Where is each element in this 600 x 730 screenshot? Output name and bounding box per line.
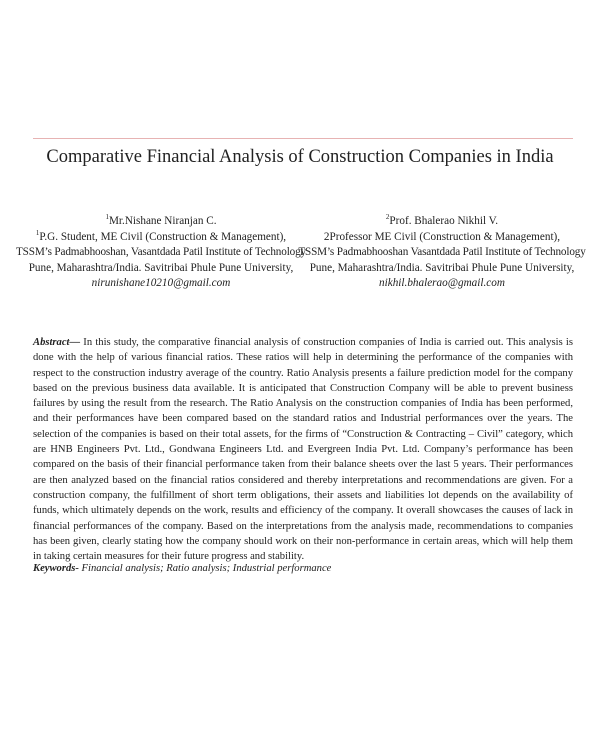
author-block-1: [16, 214, 306, 292]
author-1-email: nirunishane10210@gmail.com: [91, 277, 231, 289]
author-1-line1: [16, 230, 306, 246]
keywords-text: Financial analysis; Ratio analysis; Industrial performance: [78, 563, 332, 574]
abstract-text: In this study, the comparative financial analysis of construction companies of India is carried out. This analysis is done with the help of various financial ratios. These ratios will help in determining the performance of the companies with respect to the construction industry average of the country. Ratio Analysis presents a failure prediction model for the company based on the previous business data available. It is anticipated that Construction Company will be able to prevent business failures by using the result from the research. The Ratio Analysis on the construction companies of India has been performed, and their performances have been compared based on the standard ratios and Industrial performances over the years. The selection of the companies is based on their total assets, for the firms of “Construction & Contracting – Civil” category, which are HNB Engineers Pvt. Ltd., Gondwana Engineers Ltd. and Evergreen India Pvt. Ltd. Company’s performance has been compared on the basis of their financial performance taken from their balance sheets over the last 5 years. Their performances are then analyzed based on the financial ratios considered and thereby interpretations and recommendations are given. For a construction company, the fulfillment of short term obligations, their assets and liabilities lot depends on the availability of funds, which ultimately depends on the work, results and efficiency of the company. It overall showcases the causes of lack in financial performances of the company. Based on the interpretations from the analysis made, recommendations to companies has been given, clearly stating how the company should work on their non-performance in certain areas, which will help them in taking certain measures for their future progress and stability.: [33, 337, 573, 563]
author-2-name-line: [297, 214, 587, 230]
author-2-superscript: 2: [385, 213, 390, 221]
abstract-label: Abstract—: [33, 337, 81, 348]
author-block-2: [297, 214, 587, 292]
author-2-location: Pune, Maharashtra/India. Savitribai Phule Pune University,: [309, 261, 575, 274]
author-1-name: Mr.Nishane Niranjan C.: [108, 215, 217, 227]
author-2-position: 2Professor ME Civil (Construction & Management),: [323, 230, 561, 243]
keywords: [33, 563, 573, 574]
author-1-location: Pune, Maharashtra/India. Savitribai Phule Pune University,: [28, 261, 294, 274]
header-rule: [33, 138, 573, 139]
abstract: [33, 335, 573, 564]
author-1-line1-superscript: 1: [35, 228, 40, 237]
author-1-name-line: [16, 214, 306, 230]
author-1-position: P.G. Student, ME Civil (Construction & Management),: [39, 230, 287, 243]
author-1-institute: TSSM’s Padmabhooshan, Vasantdada Patil Institute of Technology: [16, 246, 306, 258]
author-2-email: nikhil.bhalerao@gmail.com: [379, 277, 505, 289]
author-1-superscript: 1: [105, 213, 109, 221]
author-2-name: Prof. Bhalerao Nikhil V.: [389, 215, 499, 227]
paper-title: Comparative Financial Analysis of Construction Companies in India: [46, 147, 554, 167]
keywords-label: Keywords-: [33, 563, 79, 574]
author-2-institute: TSSM’s Padmabhooshan Vasantdada Patil Institute of Technology: [298, 246, 586, 258]
